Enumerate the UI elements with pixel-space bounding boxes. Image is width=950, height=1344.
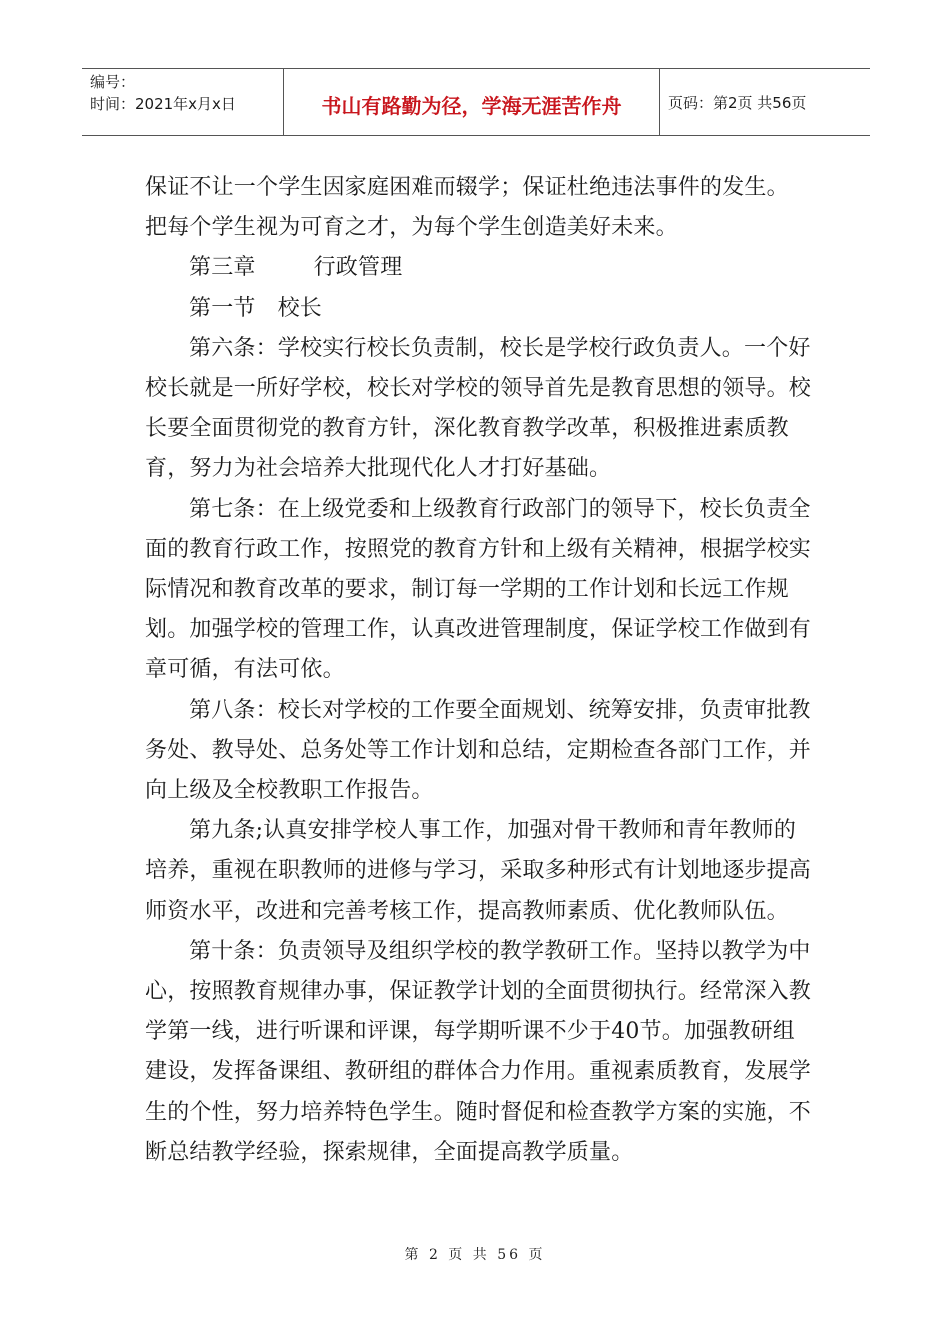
header-meta-cell [82, 69, 284, 135]
header-motto-cell [284, 69, 660, 135]
chapter-title: 行政管理 [313, 255, 403, 281]
chapter-number: 第三章 [189, 255, 256, 281]
header-page-code: 页码：第2页 共56页 [668, 93, 807, 112]
article-8: 第八条：校长对学校的工作要全面规划、统筹安排，负责审批教务处、教导处、总务处等工作计划和总结，定期检查各部门工作，并向上级及全校教职工作报告。 [145, 697, 812, 804]
page-header [82, 68, 870, 136]
article-7: 第七条：在上级党委和上级教育行政部门的领导下，校长负责全面的教育行政工作，按照党的教育方针和上级有关精神，根据学校实际情况和教育改革的要求，制订每一学期的工作计划和长远工作规划。加强学校的管理工作，认真改进管理制度，保证学校工作做到有章可循，有法可依。 [145, 496, 812, 683]
article-9: 第九条;认真安排学校人事工作，加强对骨干教师和青年教师的培养，重视在职教师的进修与学习，采取多种形式有计划地逐步提高师资水平，改进和完善考核工作，提高教师素质、优化教师队伍。 [145, 818, 812, 924]
body-line-1: 保证不让一个学生因家庭困难而辍学；保证杜绝违法事件的发生。 [145, 175, 789, 200]
chapter-heading [145, 248, 815, 288]
header-motto: 书山有路勤为径，学海无涯苦作舟 [321, 93, 622, 118]
document-body [145, 168, 815, 1173]
document-time-label: 时间：2021年x月x日 [90, 95, 236, 113]
body-line-2: 把每个学生视为可育之才，为每个学生创造美好未来。 [145, 215, 678, 241]
article-10: 第十条：负责领导及组织学校的教学教研工作。坚持以教学为中心，按照教育规律办事，保证教学计划的全面贯彻执行。经常深入教学第一线，进行听课和评课，每学期听课不少于40节。加强教研组建设，发挥备课组、教研组的群体合力作用。重视素质教育，发展学生的个性，努力培养特色学生。随时督促和检查教学方案的实施，不断总结教学经验，探索规律，全面提高教学质量。 [145, 938, 812, 1165]
section-number: 第一节 [189, 295, 256, 321]
header-page-cell [660, 69, 870, 135]
document-number-label: 编号： [90, 73, 136, 91]
section-title: 校长 [277, 295, 323, 321]
article-6: 第六条：学校实行校长负责制，校长是学校行政负责人。一个好校长就是一所好学校，校长对学校的领导首先是教育思想的领导。校长要全面贯彻党的教育方针，深化教育教学改革，积极推进素质教育，努力为社会培养大批现代化人才打好基础。 [145, 335, 812, 482]
section-heading [145, 289, 815, 329]
page-footer: 第 2 页 共 56 页 [404, 1247, 546, 1263]
